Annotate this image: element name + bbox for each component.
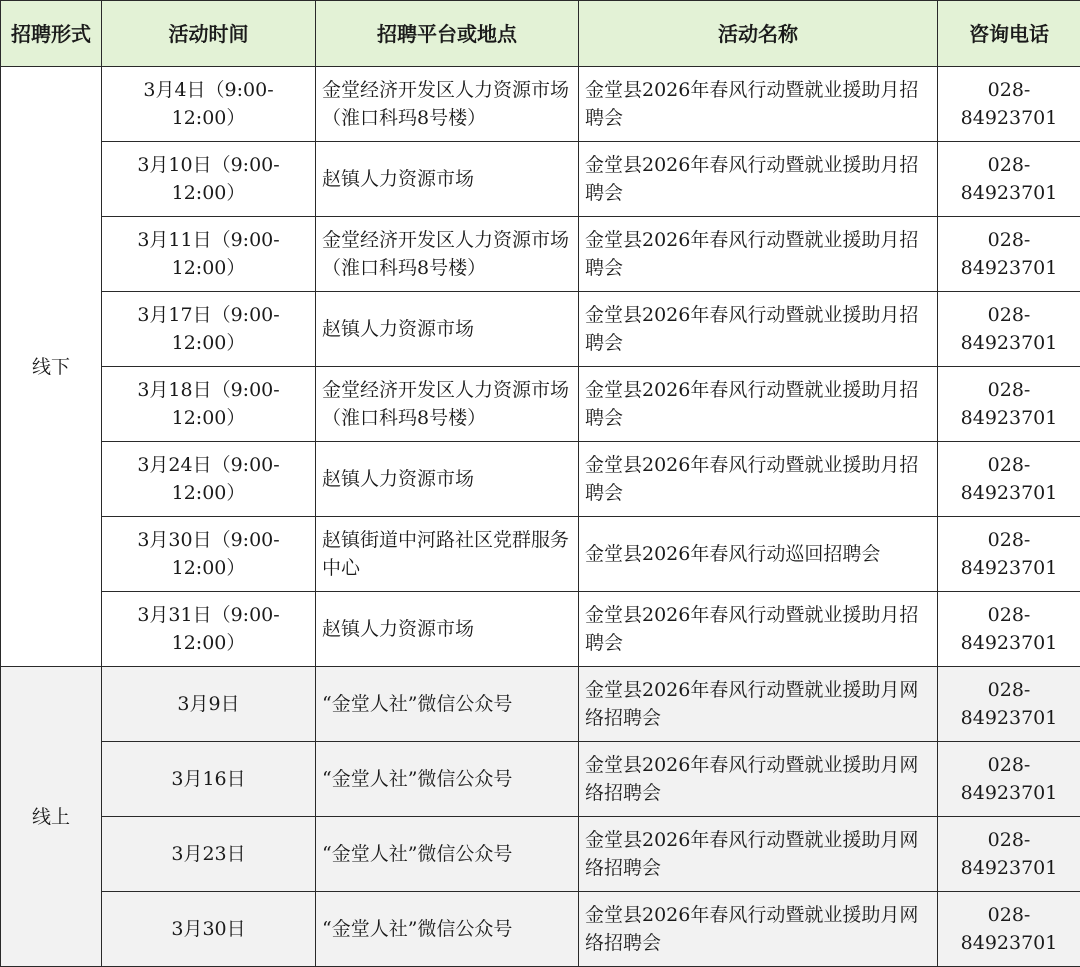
- phone-cell: 028-84923701: [938, 67, 1080, 142]
- place-cell: 赵镇人力资源市场: [316, 142, 579, 217]
- event-name-cell: 金堂县2026年春风行动巡回招聘会: [579, 517, 938, 592]
- phone-cell: 028-84923701: [938, 592, 1080, 667]
- header-time: 活动时间: [102, 1, 316, 67]
- phone-cell: 028-84923701: [938, 367, 1080, 442]
- place-cell: 金堂经济开发区人力资源市场（淮口科玛8号楼）: [316, 217, 579, 292]
- time-cell: 3月10日（9:00-12:00）: [102, 142, 316, 217]
- place-cell: 赵镇人力资源市场: [316, 292, 579, 367]
- event-name-cell: 金堂县2026年春风行动暨就业援助月招聘会: [579, 292, 938, 367]
- table-row: [1, 442, 1080, 517]
- event-name-cell: 金堂县2026年春风行动暨就业援助月招聘会: [579, 442, 938, 517]
- phone-cell: 028-84923701: [938, 292, 1080, 367]
- table-body: [1, 67, 1080, 967]
- event-name-cell: 金堂县2026年春风行动暨就业援助月网络招聘会: [579, 892, 938, 967]
- phone-cell: 028-84923701: [938, 142, 1080, 217]
- event-name-cell: 金堂县2026年春风行动暨就业援助月招聘会: [579, 142, 938, 217]
- place-cell: 金堂经济开发区人力资源市场（淮口科玛8号楼）: [316, 367, 579, 442]
- event-name-cell: 金堂县2026年春风行动暨就业援助月招聘会: [579, 217, 938, 292]
- time-cell: 3月18日（9:00-12:00）: [102, 367, 316, 442]
- time-cell: 3月9日: [102, 667, 316, 742]
- table-header: [1, 1, 1080, 67]
- header-phone: 咨询电话: [938, 1, 1080, 67]
- place-cell: “金堂人社”微信公众号: [316, 742, 579, 817]
- phone-cell: 028-84923701: [938, 892, 1080, 967]
- time-cell: 3月31日（9:00-12:00）: [102, 592, 316, 667]
- event-name-cell: 金堂县2026年春风行动暨就业援助月网络招聘会: [579, 667, 938, 742]
- event-name-cell: 金堂县2026年春风行动暨就业援助月招聘会: [579, 367, 938, 442]
- phone-cell: 028-84923701: [938, 667, 1080, 742]
- place-cell: “金堂人社”微信公众号: [316, 817, 579, 892]
- time-cell: 3月16日: [102, 742, 316, 817]
- table-row: [1, 592, 1080, 667]
- table-row: [1, 517, 1080, 592]
- header-mode: 招聘形式: [1, 1, 102, 67]
- place-cell: “金堂人社”微信公众号: [316, 892, 579, 967]
- table-row: [1, 667, 1080, 742]
- event-name-cell: 金堂县2026年春风行动暨就业援助月招聘会: [579, 67, 938, 142]
- event-name-cell: 金堂县2026年春风行动暨就业援助月网络招聘会: [579, 742, 938, 817]
- table-row: [1, 892, 1080, 967]
- place-cell: 金堂经济开发区人力资源市场（淮口科玛8号楼）: [316, 67, 579, 142]
- place-cell: 赵镇人力资源市场: [316, 442, 579, 517]
- header-name: 活动名称: [579, 1, 938, 67]
- time-cell: 3月17日（9:00-12:00）: [102, 292, 316, 367]
- phone-cell: 028-84923701: [938, 442, 1080, 517]
- time-cell: 3月30日（9:00-12:00）: [102, 517, 316, 592]
- table-row: [1, 742, 1080, 817]
- place-cell: 赵镇人力资源市场: [316, 592, 579, 667]
- event-name-cell: 金堂县2026年春风行动暨就业援助月网络招聘会: [579, 817, 938, 892]
- phone-cell: 028-84923701: [938, 817, 1080, 892]
- mode-cell: 线上: [1, 667, 102, 967]
- time-cell: 3月23日: [102, 817, 316, 892]
- phone-cell: 028-84923701: [938, 742, 1080, 817]
- table-row: [1, 817, 1080, 892]
- table-row: [1, 67, 1080, 142]
- phone-cell: 028-84923701: [938, 217, 1080, 292]
- table-row: [1, 367, 1080, 442]
- mode-cell: 线下: [1, 67, 102, 667]
- table-row: [1, 292, 1080, 367]
- time-cell: 3月4日（9:00-12:00）: [102, 67, 316, 142]
- time-cell: 3月30日: [102, 892, 316, 967]
- time-cell: 3月24日（9:00-12:00）: [102, 442, 316, 517]
- time-cell: 3月11日（9:00-12:00）: [102, 217, 316, 292]
- header-row: [1, 1, 1080, 67]
- header-place: 招聘平台或地点: [316, 1, 579, 67]
- table-row: [1, 142, 1080, 217]
- table-row: [1, 217, 1080, 292]
- event-name-cell: 金堂县2026年春风行动暨就业援助月招聘会: [579, 592, 938, 667]
- place-cell: 赵镇街道中河路社区党群服务中心: [316, 517, 579, 592]
- phone-cell: 028-84923701: [938, 517, 1080, 592]
- place-cell: “金堂人社”微信公众号: [316, 667, 579, 742]
